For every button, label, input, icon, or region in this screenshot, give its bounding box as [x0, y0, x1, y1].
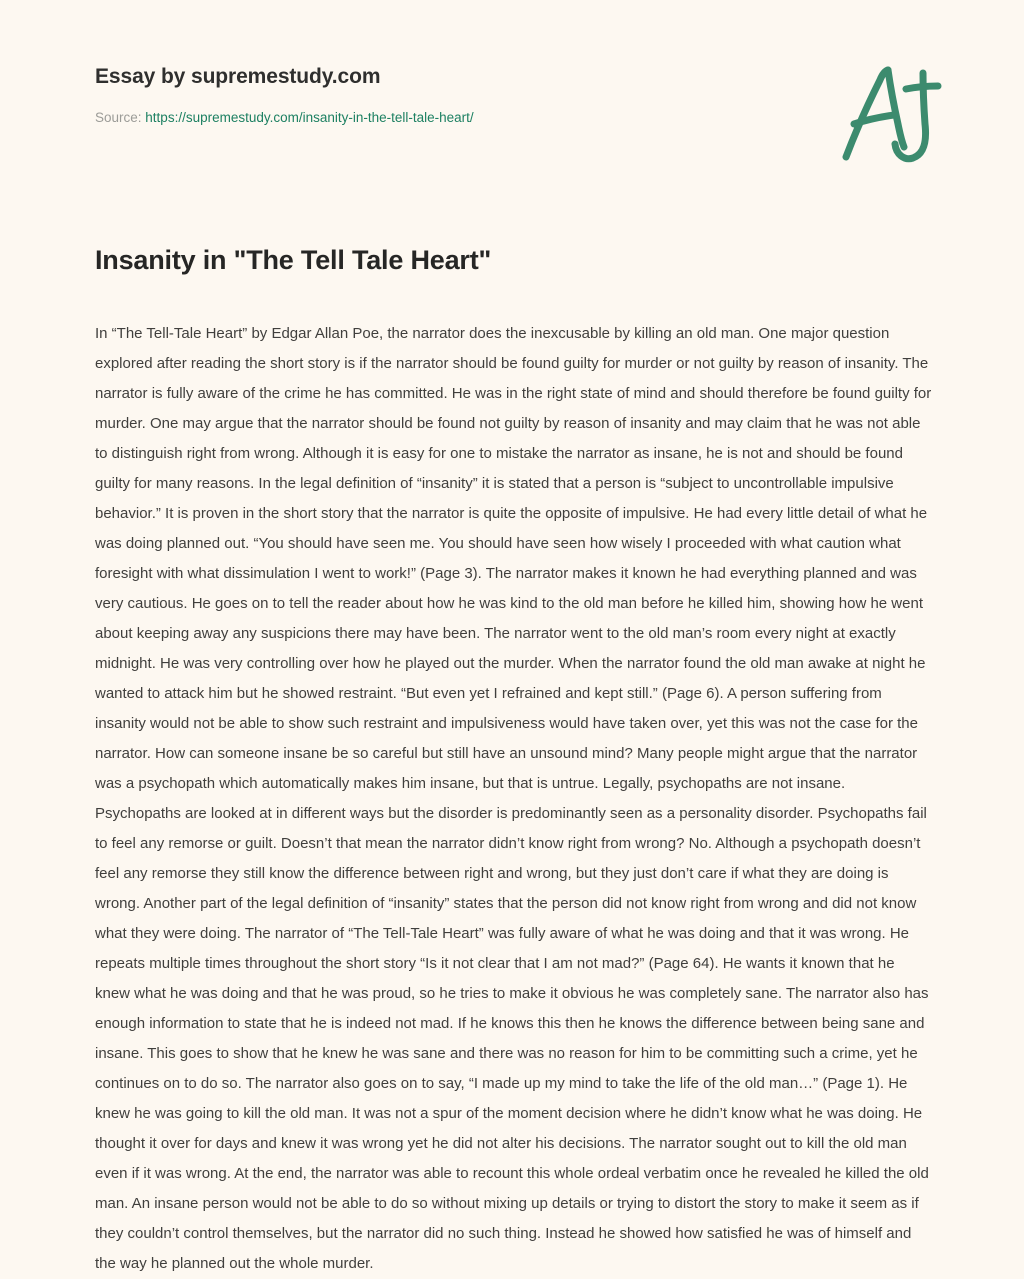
source-label: Source:	[95, 110, 142, 125]
page-title: Insanity in "The Tell Tale Heart"	[95, 245, 492, 275]
site-title: Essay by supremestudy.com	[95, 65, 381, 88]
source-line	[95, 109, 944, 127]
essay-body-text: In “The Tell-Tale Heart” by Edgar Allan Poe, the narrator does the inexcusable by killing an old man. One major question explored after reading the short story is if the narrator should be found guilty for murder or not guilty by reason of insanity. The narrator is fully aware of the crime he has committed. He was in the right state of mind and should therefore be found guilty for murder. One may argue that the narrator should be found not guilty by reason of insanity and may claim that he was not able to distinguish right from wrong. Although it is easy for one to mistake the narrator as insane, he is not and should be found guilty for many reasons. In the legal definition of “insanity” it is stated that a person is “subject to uncontrollable impulsive behavior.” It is proven in the short story that the narrator is quite the opposite of impulsive. He had every little detail of what he was doing planned out. “You should have seen me. You should have seen how wisely I proceeded with what caution what foresight with what dissimulation I went to work!” (Page 3). The narrator makes it known he had everything planned and was very cautious. He goes on to tell the reader about how he was kind to the old man before he killed him, showing how he went about keeping away any suspicions there may have been. The narrator went to the old man’s room every night at exactly midnight. He was very controlling over how he played out the murder. When the narrator found the old man awake at night he wanted to attack him but he showed restraint. “But even yet I refrained and kept still.” (Page 6). A person suffering from insanity would not be able to show such restraint and impulsiveness would have taken over, yet this was not the case for the narrator. How can someone insane be so careful but still have an unsound mind? Many people might argue that the narrator was a psychopath which automatically makes him insane, but that is untrue. Legally, psychopaths are not insane. Psychopaths are looked at in different ways but the disorder is predominantly seen as a personality disorder. Psychopaths fail to feel any remorse or guilt. Doesn’t that mean the narrator didn’t know right from wrong? No. Although a psychopath doesn’t feel any remorse they still know the difference between right and wrong, but they just don’t care if what they are doing is wrong. Another part of the legal definition of “insanity” states that the person did not know right from wrong and did not know what they were doing. The narrator of “The Tell-Tale Heart” was fully aware of what he was doing and that it was wrong. He repeats multiple times throughout the short story “Is it not clear that I am not mad?” (Page 64). He wants it known that he knew what he was doing and that he was proud, so he tries to make it obvious he was completely sane. The narrator also has enough information to state that he is indeed not mad. If he knows this then he knows the difference between being sane and insane. This goes to show that he knew he was sane and there was no reason for him to be committing such a crime, yet he continues on to do so. The narrator also goes on to say, “I made up my mind to take the life of the old man…” (Page 1). He knew he was going to kill the old man. It was not a spur of the moment decision where he didn’t know what he was doing. He thought it over for days and knew it was wrong yet he did not alter his decisions. The narrator sought out to kill the old man even if it was wrong. At the end, the narrator was able to recount this whole ordeal verbatim once he revealed he killed the old man. An insane person would not be able to do so without mixing up details or trying to distort the story to make it seem as if they couldn’t control themselves, but the narrator did no such thing. Instead he showed how satisfied he was of himself and the way he planned out the whole murder.	[95, 325, 932, 1272]
page-header	[95, 64, 944, 174]
a-plus-logo-icon	[828, 62, 946, 166]
article-container	[95, 243, 933, 1279]
source-url-link[interactable]: https://supremestudy.com/insanity-in-the-tell-tale-heart/	[145, 110, 474, 125]
